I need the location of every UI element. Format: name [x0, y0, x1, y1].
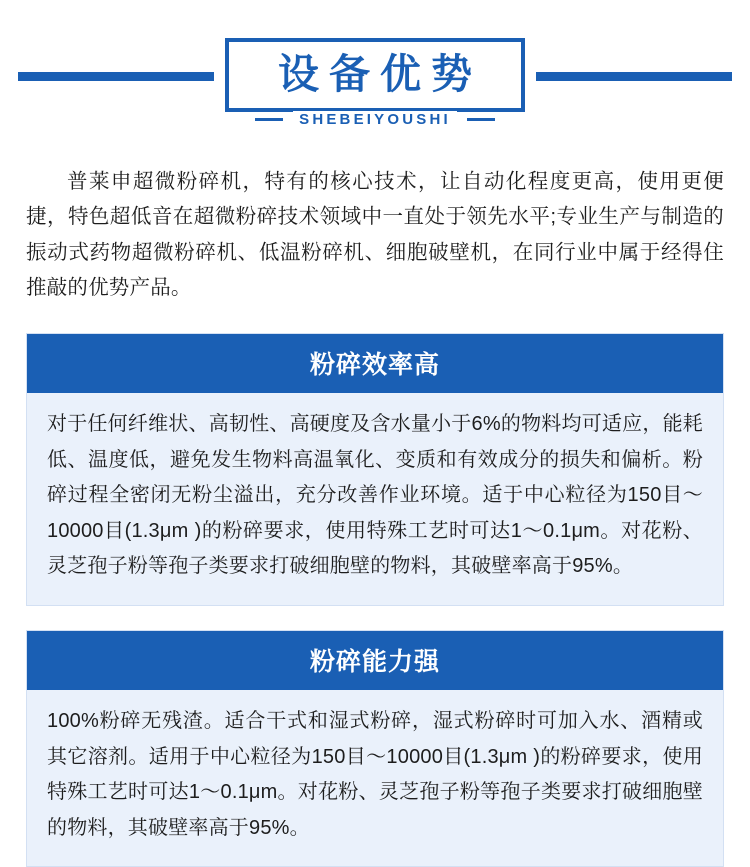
subtitle-line-left	[255, 118, 283, 121]
feature-panel-2	[26, 630, 724, 867]
feature-panel-1	[26, 333, 724, 606]
feature-panel-2-title: 粉碎能力强	[27, 631, 723, 690]
page-header	[0, 0, 750, 150]
page-subtitle: SHEBEIYOUSHI	[293, 111, 457, 128]
feature-panel-1-body: 对于任何纤维状、高韧性、高硬度及含水量小于6%的物料均可适应，能耗低、温度低，避免发生物料高温氧化、变质和有效成分的损失和偏析。粉碎过程全密闭无粉尘溢出，充分改善作业环境。适于中心粒径为150目～10000目(1.3μm )的粉碎要求，使用特殊工艺时可达1～0.1μm。对花粉、灵芝孢子粉等孢子类要求打破细胞壁的物料，其破壁率高于95%。	[47, 413, 703, 578]
title-subtitle-wrap	[229, 111, 521, 128]
header-rule-left	[18, 72, 214, 81]
header-rule-right	[536, 72, 732, 81]
feature-panel-1-title: 粉碎效率高	[27, 334, 723, 393]
intro-paragraph: 普莱申超微粉碎机，特有的核心技术，让自动化程度更高，使用更便捷，特色超低音在超微粉碎技术领域中一直处于领先水平;专业生产与制造的振动式药物超微粉碎机、低温粉碎机、细胞破壁机，在同行业中属于经得住推敲的优势产品。	[26, 170, 724, 299]
subtitle-line-right	[467, 118, 495, 121]
feature-panel-2-body: 100%粉碎无残渣。适合干式和湿式粉碎，湿式粉碎时可加入水、酒精或其它溶剂。适用于中心粒径为150目～10000目(1.3μm )的粉碎要求，使用特殊工艺时可达1～0.1μm。对花粉、灵芝孢子粉等孢子类要求打破细胞壁的物料，其破壁率高于95%。	[47, 709, 703, 839]
page-title: 设备优势	[278, 50, 482, 97]
title-box	[225, 38, 525, 129]
